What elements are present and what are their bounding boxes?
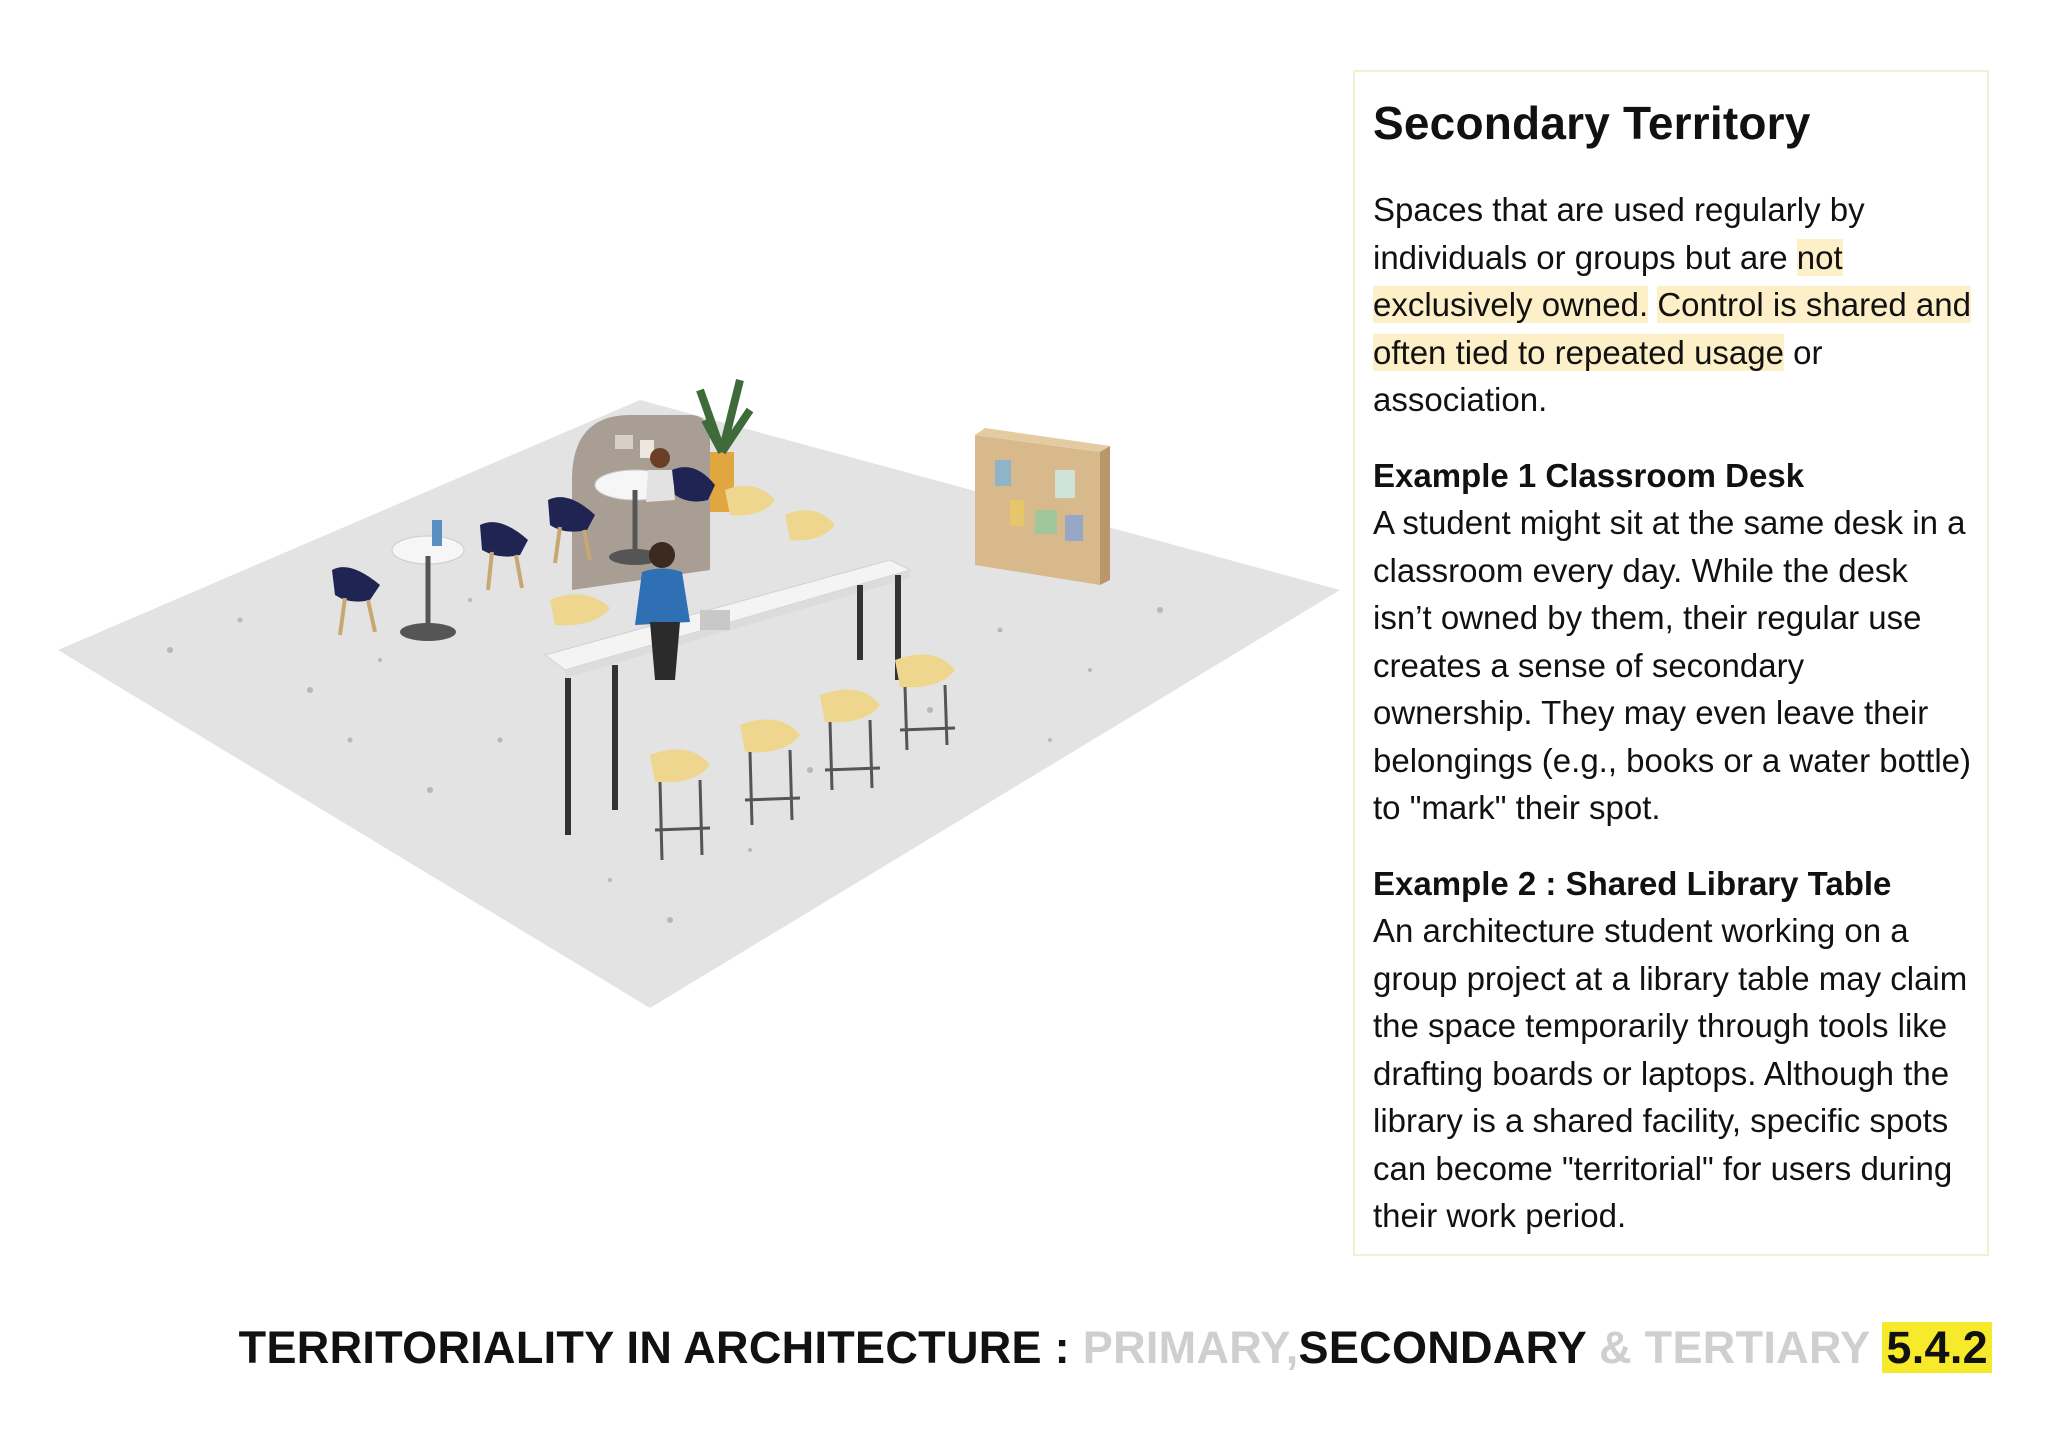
card-title: Secondary Territory — [1373, 97, 1811, 149]
page-footer-title — [239, 1322, 1992, 1374]
example-2-body: An architecture student working on a group project at a library table may claim the space temporarily through tools like drafting boards or laptops. Although the library is a shared facility, specific spots can become "territorial" for users during their work period. — [1373, 912, 1968, 1234]
intro-text-2 — [1648, 286, 1657, 323]
footer-secondary: SECONDARY — [1298, 1322, 1587, 1373]
intro-highlight-2: Control is shared and often tied to repeated usage — [1373, 286, 1971, 371]
intro-paragraph — [1373, 186, 1971, 424]
shared-workspace-illustration — [50, 360, 1340, 1020]
intro-highlight-1: not exclusively owned. — [1373, 238, 1843, 323]
footer-primary: PRIMARY, — [1082, 1322, 1299, 1373]
section-code-badge: 5.4.2 — [1882, 1322, 1992, 1373]
example-2-title: Example 2 : Shared Library Table — [1373, 864, 1892, 902]
footer-tertiary: & TERTIARY — [1586, 1322, 1883, 1373]
secondary-territory-card — [1353, 70, 1989, 1256]
example-1-title: Example 1 Classroom Desk — [1373, 456, 1805, 494]
example-1-body: A student might sit at the same desk in a classroom every day. While the desk isn’t owned by them, their regular use creates a sense of secondary ownership. They may even leave their belongings (e.g., books or a water bottle) to "mark" their spot. — [1373, 504, 1972, 826]
footer-prefix: TERRITORIALITY IN ARCHITECTURE : — [238, 1322, 1083, 1373]
intro-text-1: Spaces that are used regularly by individuals or groups but are — [1373, 191, 1865, 276]
intro-text-3: or association. — [1373, 333, 1823, 418]
bookshelf — [975, 428, 1110, 585]
